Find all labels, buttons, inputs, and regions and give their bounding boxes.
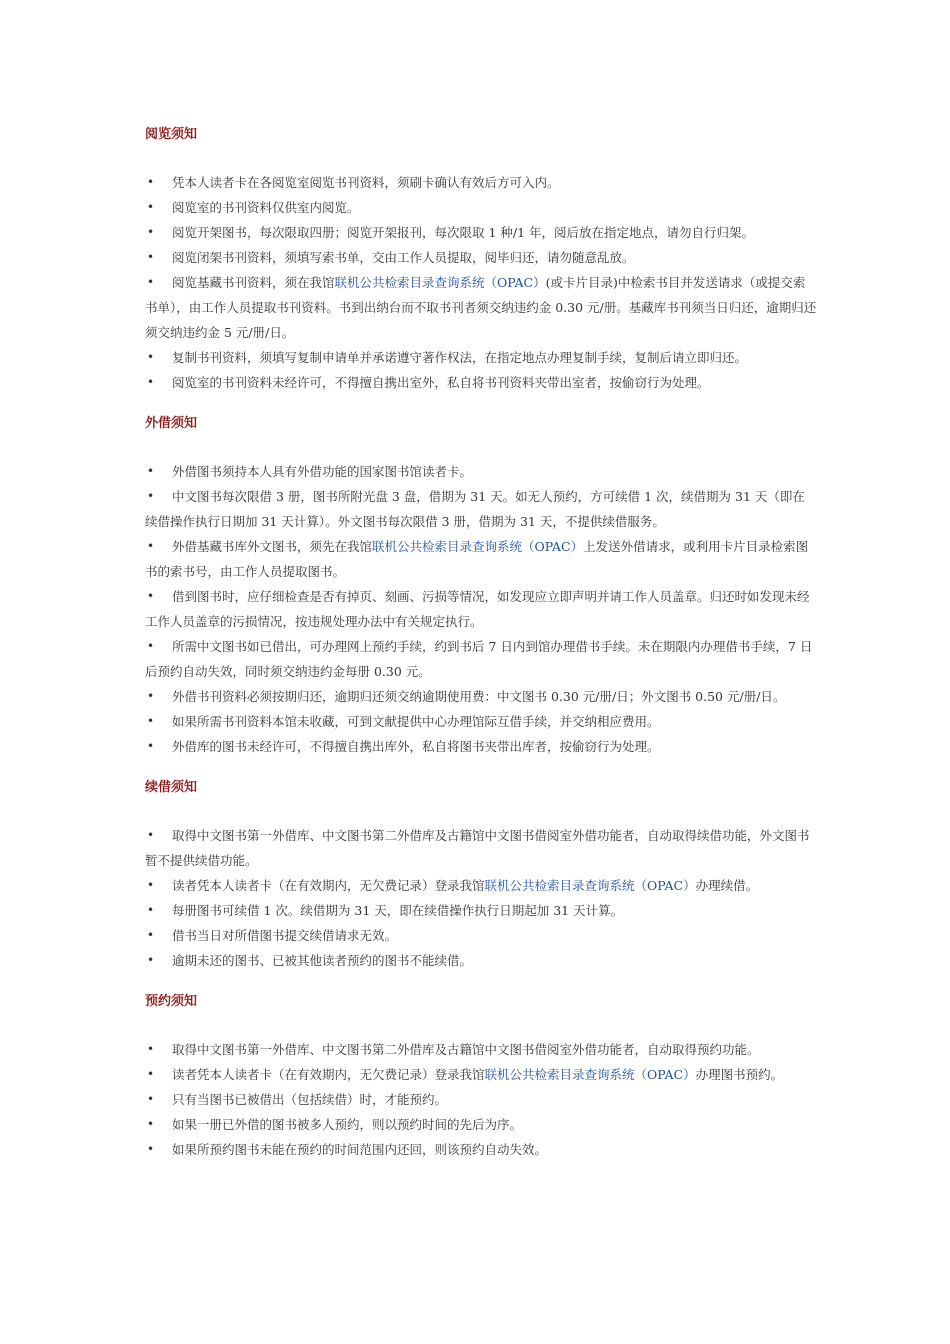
rules-list (145, 1037, 817, 1162)
list-item (145, 584, 817, 634)
bullet-icon: • (147, 175, 155, 189)
item-text: 外借库的图书未经许可，不得擅自携出库外，私自将图书夹带出库者，按偷窃行为处理。 (172, 739, 660, 754)
opac-link[interactable]: 联机公共检索目录查询系统（OPAC） (334, 275, 546, 290)
bullet-icon: • (147, 1092, 155, 1106)
item-text: 外借书刊资料必须按期归还，逾期归还须交纳逾期使用费：中文图书 0.30 元/册/日；外文图书 0.50 元/册/日。 (172, 689, 786, 704)
item-text: 逾期未还的图书、已被其他读者预约的图书不能续借。 (172, 953, 473, 968)
section-title: 预约须知 (145, 994, 198, 1009)
item-text: 复制书刊资料，须填写复制申请单并承诺遵守著作权法，在指定地点办理复制手续，复制后请立即归还。 (172, 350, 748, 365)
item-text: 阅览开架图书，每次限取四册；阅览开架报刊，每次限取 1 种/1 年，阅后放在指定地点，请勿自行归架。 (172, 225, 755, 240)
bullet-icon: • (147, 928, 155, 942)
bullet-icon: • (147, 489, 155, 503)
list-item (145, 1087, 817, 1112)
item-text: 如果所预约图书未能在预约的时间范围内还回，则该预约自动失效。 (172, 1142, 548, 1157)
list-item (145, 923, 817, 948)
item-text-continued: (或卡片目录)中检索书目并发送请求（或提交索书单），由工作人员提取书刊资料。书到出纳台而不取书刊者须交纳违约金 0.30 元/册。基藏库书刊须当日归还，逾期归还须交纳违约金 5 元/册/日。 (145, 275, 817, 340)
item-text: 所需中文图书如已借出，可办理网上预约手续，约到书后 7 日内到馆办理借书手续。未在期限内办理借书手续，7 日后预约自动失效，同时须交纳违约金每册 0.30 元。 (145, 639, 813, 679)
opac-link[interactable]: 联机公共检索目录查询系统（OPAC） (372, 539, 584, 554)
list-item (145, 634, 817, 684)
item-text: 阅览室的书刊资料未经许可，不得擅自携出室外，私自将书刊资料夹带出室者，按偷窃行为处理。 (172, 375, 710, 390)
opac-link[interactable]: 联机公共检索目录查询系统（OPAC） (484, 878, 696, 893)
bullet-icon: • (147, 275, 155, 289)
list-item (145, 345, 817, 370)
section-title: 阅览须知 (145, 127, 198, 142)
section-3 (145, 775, 817, 973)
rules-list (145, 823, 817, 973)
bullet-icon: • (147, 1117, 155, 1131)
item-text: 阅览闭架书刊资料，须填写索书单，交由工作人员提取，阅毕归还，请勿随意乱放。 (172, 250, 635, 265)
bullet-icon: • (147, 953, 155, 967)
item-text-continued: 办理图书预约。 (695, 1067, 784, 1082)
list-item (145, 709, 817, 734)
list-item (145, 220, 817, 245)
item-text: 阅览室的书刊资料仅供室内阅览。 (172, 200, 360, 215)
bullet-icon: • (147, 689, 155, 703)
bullet-icon: • (147, 250, 155, 264)
bullet-icon: • (147, 1067, 155, 1081)
item-text: 只有当图书已被借出（包括续借）时，才能预约。 (172, 1092, 448, 1107)
bullet-icon: • (147, 878, 155, 892)
item-text: 凭本人读者卡在各阅览室阅览书刊资料，须刷卡确认有效后方可入内。 (172, 175, 560, 190)
item-text: 如果所需书刊资料本馆未收藏，可到文献提供中心办理馆际互借手续，并交纳相应费用。 (172, 714, 660, 729)
rules-list (145, 459, 817, 759)
list-item (145, 1112, 817, 1137)
item-text: 阅览基藏书刊资料，须在我馆 (172, 275, 335, 290)
list-item (145, 684, 817, 709)
list-item (145, 948, 817, 973)
bullet-icon: • (147, 589, 155, 603)
section-4 (145, 989, 817, 1162)
list-item (145, 898, 817, 923)
list-item (145, 245, 817, 270)
bullet-icon: • (147, 350, 155, 364)
item-text: 外借基藏书库外文图书，须先在我馆 (172, 539, 373, 554)
bullet-icon: • (147, 1042, 155, 1056)
item-text: 中文图书每次限借 3 册，图书所附光盘 3 盘，借期为 31 天。如无人预约，方可续借 1 次，续借期为 31 天（即在续借操作执行日期加 31 天计算）。外文图书每次限借 3 册，借期为 31 天，不提供续借服务。 (145, 489, 805, 529)
list-item (145, 459, 817, 484)
item-text: 如果一册已外借的图书被多人预约，则以预约时间的先后为序。 (172, 1117, 523, 1132)
list-item (145, 873, 817, 898)
list-item (145, 170, 817, 195)
list-item (145, 823, 817, 873)
rules-list (145, 170, 817, 395)
bullet-icon: • (147, 225, 155, 239)
item-text: 读者凭本人读者卡（在有效期内，无欠费记录）登录我馆 (172, 878, 485, 893)
list-item (145, 370, 817, 395)
list-item (145, 484, 817, 534)
bullet-icon: • (147, 903, 155, 917)
item-text-continued: 上发送外借请求，或利用卡片目录检索图书的索书号，由工作人员提取图书。 (145, 539, 809, 579)
section-title: 外借须知 (145, 416, 198, 431)
item-text: 取得中文图书第一外借库、中文图书第二外借库及古籍馆中文图书借阅室外借功能者，自动取得续借功能，外文图书暂不提供续借功能。 (145, 828, 810, 868)
bullet-icon: • (147, 828, 155, 842)
bullet-icon: • (147, 539, 155, 553)
item-text: 取得中文图书第一外借库、中文图书第二外借库及古籍馆中文图书借阅室外借功能者，自动取得预约功能。 (172, 1042, 760, 1057)
opac-link[interactable]: 联机公共检索目录查询系统（OPAC） (484, 1067, 696, 1082)
section-1 (145, 122, 817, 395)
list-item (145, 534, 817, 584)
list-item (145, 1137, 817, 1162)
item-text: 借书当日对所借图书提交续借请求无效。 (172, 928, 398, 943)
bullet-icon: • (147, 375, 155, 389)
bullet-icon: • (147, 464, 155, 478)
item-text: 读者凭本人读者卡（在有效期内，无欠费记录）登录我馆 (172, 1067, 485, 1082)
bullet-icon: • (147, 714, 155, 728)
item-text: 外借图书须持本人具有外借功能的国家图书馆读者卡。 (172, 464, 473, 479)
list-item (145, 195, 817, 220)
list-item (145, 1062, 817, 1087)
section-2 (145, 411, 817, 759)
document-content (145, 122, 817, 1178)
list-item (145, 270, 817, 345)
bullet-icon: • (147, 200, 155, 214)
section-title: 续借须知 (145, 780, 198, 795)
list-item (145, 734, 817, 759)
bullet-icon: • (147, 1142, 155, 1156)
bullet-icon: • (147, 639, 155, 653)
item-text-continued: 办理续借。 (695, 878, 759, 893)
list-item (145, 1037, 817, 1062)
bullet-icon: • (147, 739, 155, 753)
item-text: 每册图书可续借 1 次。续借期为 31 天，即在续借操作执行日期起加 31 天计算。 (172, 903, 624, 918)
item-text: 借到图书时，应仔细检查是否有掉页、刻画、污损等情况，如发现应立即声明并请工作人员盖章。归还时如发现未经工作人员盖章的污损情况，按违规处理办法中有关规定执行。 (145, 589, 810, 629)
